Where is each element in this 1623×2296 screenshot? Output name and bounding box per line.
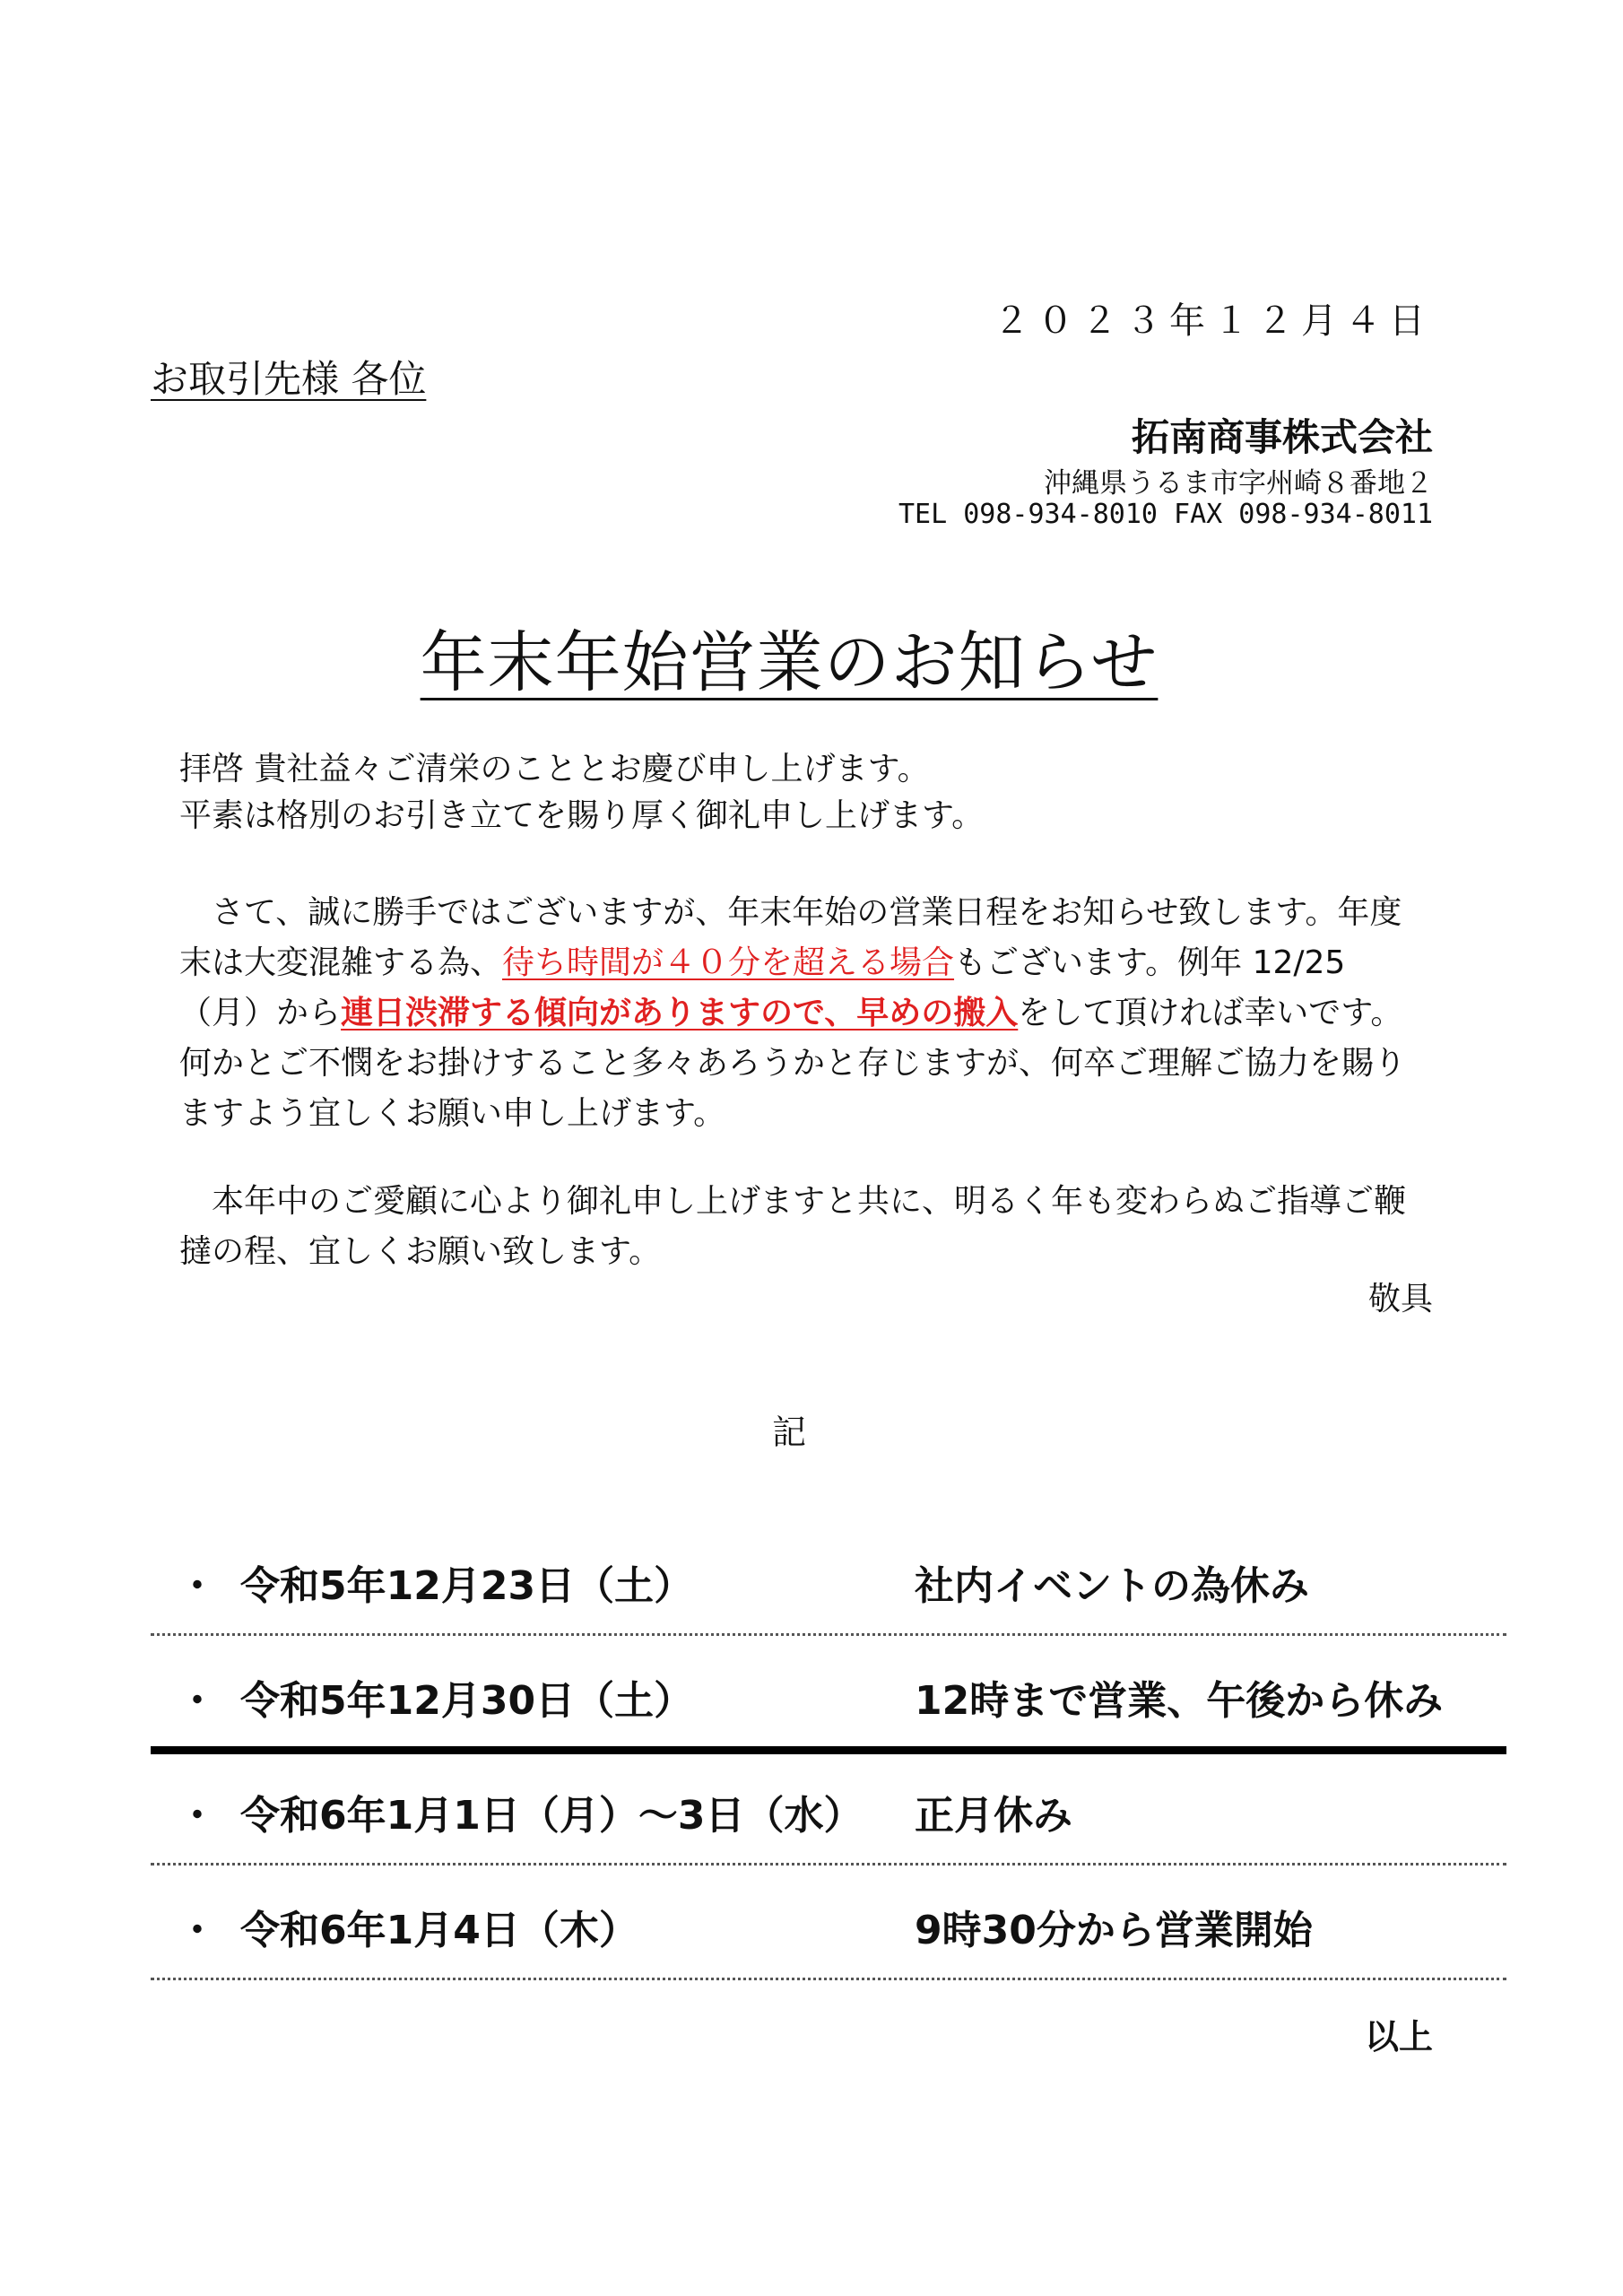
schedule-row [151,1751,1506,1866]
greeting-line-1: 拝啓 貴社益々ご清栄のこととお慶び申し上げます。 [179,751,930,787]
greeting-line-2: 平素は格別のお引き立てを賜り厚く御礼申し上げます。 [179,797,985,834]
bullet: ・ [178,1793,217,1839]
thanks-paragraph: 本年中のご愛顧に心より御礼申し上げますと共に、明るく年も変わらぬご指導ご鞭撻の程、宜しくお願い致します。 [179,1183,1407,1270]
bullet: ・ [178,1563,217,1609]
schedule-date: 令和5年12月30日（土） [240,1678,694,1724]
dotted-divider [151,1978,1506,1980]
wait-time-warning: 待ち時間が４０分を超える場合 [502,944,955,981]
schedule-date: 令和5年12月23日（土） [240,1563,694,1609]
schedule-row [151,1521,1506,1636]
closing-keigu: 敬具 [1367,1281,1433,1318]
bullet: ・ [178,1908,217,1953]
schedule-description: 12時まで営業、午後から休み [915,1678,1444,1724]
company-address: 沖縄県うるま市字州崎８番地２ [1044,467,1433,500]
main-text-b: もございます。例年 12/25（月）から [179,944,1346,1031]
notice-title: 年末年始営業のお知らせ [420,624,1159,701]
ki-heading: 記 [771,1413,806,1452]
recipient: お取引先様 各位 [151,357,427,401]
schedule-date: 令和6年1月4日（木） [240,1908,638,1953]
main-paragraph [179,888,1426,1139]
company-tel-fax: TEL 098-934-8010 FAX 098-934-8011 [898,499,1433,530]
closing-ijo: 以上 [1364,2017,1433,2057]
schedule-date: 令和6年1月1日（月）～3日（水） [240,1793,864,1839]
schedule-description: 9時30分から営業開始 [915,1908,1313,1953]
main-text-a: さて、誠に勝手ではございますが、年末年始の営業日程をお知らせ致します。年度末は大変混雑する為、 [179,894,1402,981]
schedule-description: 社内イベントの為休み [915,1563,1309,1609]
company-name: 拓南商事株式会社 [1131,415,1433,459]
document-date: ２０２３年１２月４日 [994,300,1433,342]
schedule-list [151,1521,1506,1980]
schedule-row [151,1866,1506,1980]
greeting-paragraph [179,746,1426,839]
schedule-description: 正月休み [915,1793,1072,1839]
bullet: ・ [178,1678,217,1724]
congestion-warning: 連日渋滞する傾向がありますので、早めの搬入 [341,995,1019,1031]
schedule-row [151,1636,1506,1751]
main-text-c: をして頂ければ幸いです。何かとご不憫をお掛けすること多々あろうかと存じますが、何卒ご理解ご協力を賜りますよう宜しくお願い申し上げます。 [179,995,1407,1132]
